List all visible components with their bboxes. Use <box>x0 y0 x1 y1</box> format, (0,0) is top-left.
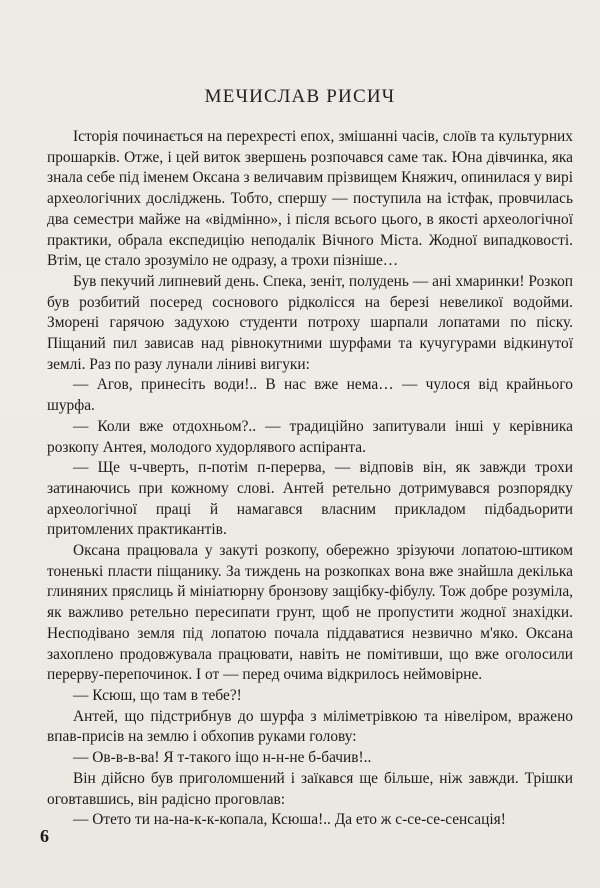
paragraph: Був пекучий липневий день. Спека, зеніт, полудень — ані хмаринки! Розкоп був розбитий посеред соснового рідколісся на березі невеликої водойми. Зморені гарячою задухою студенти потроху шарпали лопатами по піску. Піщаний пил зависав над рівнокутними шурфами та кучугурами відкинутої землі. Раз по разу лунали ліниві вигуки: <box>47 272 573 373</box>
paragraph: — Ще ч-чверть, п-потім п-перерва, — відповів він, як завжди трохи затинаючись при кожному слові. Антей ретельно дотримувався розпорядку археологічної праці й намагався власним прикладом підбадьорити притомлених практикантів. <box>47 459 573 539</box>
paragraph: — Коли вже отдохньом?.. — традиційно запитували інші у керівника розкопу Антея, молодого худорлявого аспіранта. <box>47 417 573 456</box>
paragraph: — Ксюш, що там в тебе?! <box>73 686 242 704</box>
paragraph: Антей, що підстрибнув до шурфа з міліметрівкою та нівеліром, вражено впав-присів на землю і обхопив руками голову: <box>47 707 573 746</box>
body-text <box>47 127 573 831</box>
paragraph: Історія починається на перехресті епох, змішанні часів, слоїв та культурних прошарків. Отже, і цей виток звершень розпочався саме так. Юна дівчинка, яка знала себе під іменем Оксана з величавим прізвищем Княжич, опинилася у вирі археологічних досліджень. Тобто, спершу — поступила на істфак, провчилась два семестри майже на «відмінно», і після всього цього, в якості археологічної практики, обрала експедицію неподалік Вічного Міста. Жодної випадковості. Втім, це стало зрозуміло не одразу, а трохи пізніше… <box>47 128 573 270</box>
paragraph: — Ов-в-в-ва! Я т-такого іщо н-н-не б-бачив!.. <box>73 749 372 767</box>
paragraph: Він дійсно був приголомшений і заїкався ще більше, ніж завжди. Трішки оговтавшись, він радісно проговлав: <box>47 769 573 808</box>
page-number: 6 <box>40 826 49 846</box>
paragraph: — Отето ти на-на-к-к-копала, Ксюша!.. Да ето ж с-се-се-сенсація! <box>73 811 506 829</box>
paragraph: Оксана працювала у закуті розкопу, обережно зрізуючи лопатою-штиком тоненькі пласти піщанику. За тиждень на розкопках вона вже знайшла декілька глиняних пряслиць й мініатюрну бронзову защібку-фібулу. Тож добре розуміла, як важливо ретельно пересипати грунт, щоб не пропустити жодної знахідки. Несподівано земля під лопатою почала піддаватися незвично м'яко. Оксана захоплено продовжувала працювати, навіть не помітивши, що вже оголосили перерву-перепочинок. І от — перед очима відкрилось неймовірне. <box>47 542 573 684</box>
author-header: МЕЧИСЛАВ РИСИЧ <box>204 86 396 107</box>
paragraph: — Агов, принесіть води!.. В нас вже нема… — чулося від крайнього шурфа. <box>47 376 573 415</box>
